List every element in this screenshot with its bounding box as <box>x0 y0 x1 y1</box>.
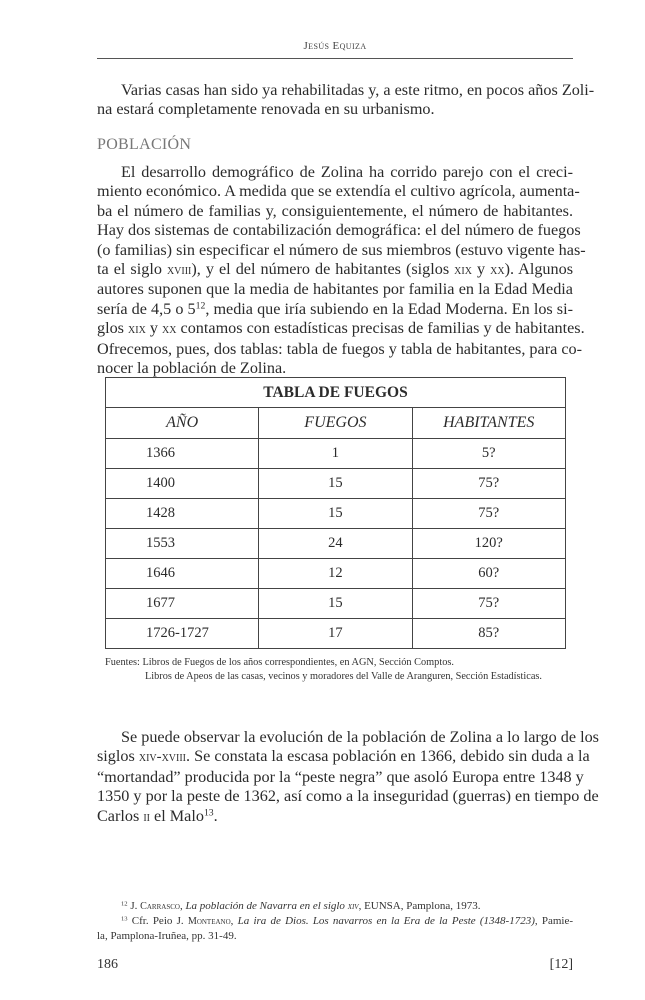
cell-fuegos: 12 <box>259 559 412 589</box>
paragraph-line <box>97 807 573 827</box>
century-numeral: xiv-xviii <box>138 749 187 766</box>
text-run: , <box>230 915 238 927</box>
text-run: J. <box>127 900 141 912</box>
cell-habitantes: 75? <box>412 469 565 499</box>
text-run: , media que iría subiendo en la Edad Moderna. En los si- <box>205 299 573 318</box>
footnote-number: 12 <box>121 900 128 908</box>
text-run: , Pamie- <box>534 915 573 927</box>
table-header-row <box>106 408 566 439</box>
cell-year: 1726-1727 <box>106 619 259 649</box>
cell-year: 1677 <box>106 589 259 619</box>
source-text: Libros de Fuegos de los años correspondientes, en AGN, Sección Comptos. <box>142 657 454 668</box>
cell-habitantes: 75? <box>412 589 565 619</box>
cell-habitantes: 5? <box>412 439 565 469</box>
text-run: . Se constata la escasa población en 1366, debido sin duda a la <box>186 747 590 766</box>
table-row <box>106 589 566 619</box>
author-name: Carrasco <box>140 901 180 912</box>
footnotes <box>97 899 573 943</box>
column-header-fuegos: FUEGOS <box>259 408 412 439</box>
header-rule <box>97 58 573 59</box>
paragraph-line: ba el número de familias y, consiguientemente, el número de habitantes. <box>97 201 573 220</box>
source-line <box>105 656 575 670</box>
paragraph-line: miento económico. A medida que se extendía el cultivo agrícola, aumenta- <box>97 182 580 201</box>
cell-fuegos: 24 <box>259 529 412 559</box>
text-run: glos <box>97 319 129 338</box>
text-run: . <box>213 806 218 825</box>
century-numeral: xix <box>454 262 472 279</box>
cell-habitantes: 75? <box>412 499 565 529</box>
intro-line: na estará completamente renovada en su urbanismo. <box>97 100 435 119</box>
paragraph-line: Hay dos sistemas de contabilización demográfica: el del número de fuegos <box>97 221 581 240</box>
paragraph-line <box>97 260 573 280</box>
table-sources <box>105 656 575 684</box>
text-run: Cfr. Peio J. <box>127 915 188 927</box>
text-run: , EUNSA, Pamplona, 1973. <box>358 900 481 912</box>
table-row <box>106 469 566 499</box>
table-row <box>106 529 566 559</box>
text-run: y <box>471 260 491 279</box>
text-run: La población de Navarra en el siglo <box>185 900 348 912</box>
paragraph-line: autores suponen que la media de habitantes por familia en la Edad Media <box>97 280 573 299</box>
book-title <box>185 900 358 912</box>
section-title: POBLACIÓN <box>97 136 192 153</box>
text-run: siglos <box>97 747 139 766</box>
running-head: Jesús Equiza <box>303 40 367 52</box>
century-numeral: xx <box>490 262 505 279</box>
footnote-12 <box>97 899 573 914</box>
table-body <box>106 439 566 649</box>
page-reference: [12] <box>549 957 573 972</box>
text-run: ta el siglo <box>97 260 167 279</box>
cell-year: 1553 <box>106 529 259 559</box>
evolution-paragraph <box>97 728 599 827</box>
text-run: el Malo <box>149 806 204 825</box>
cell-fuegos: 15 <box>259 499 412 529</box>
cell-habitantes: 60? <box>412 559 565 589</box>
footnote-number: 13 <box>121 915 128 923</box>
paragraph-line <box>97 319 585 339</box>
cell-year: 1646 <box>106 559 259 589</box>
paragraph-line: Ofrecemos, pues, dos tablas: tabla de fuegos y tabla de habitantes, para co- <box>97 339 583 358</box>
text-run: y <box>145 319 163 338</box>
table-row <box>106 499 566 529</box>
footnote-ref-12[interactable]: 12 <box>195 300 206 312</box>
paragraph-line: El desarrollo demográfico de Zolina ha corrido parejo con el creci- <box>121 163 573 181</box>
table-row <box>106 559 566 589</box>
century-numeral: xviii <box>166 262 192 279</box>
paragraph-line: Se puede observar la evolución de la población de Zolina a lo largo de los <box>121 728 599 746</box>
text-run: sería de 4,5 o 5 <box>97 299 196 318</box>
paragraph-line: 1350 y por la peste de 1362, así como a la inseguridad (guerras) en tiempo de <box>97 787 599 806</box>
text-run: ). Algunos <box>504 260 574 279</box>
author-name: Monteano <box>187 916 231 927</box>
source-line: Libros de Apeos de las casas, vecinos y moradores del Valle de Aranguren, Sección Estadísticas. <box>145 671 542 682</box>
paragraph-line: “mortandad” producida por la “peste negra” que asoló Europa entre 1348 y <box>97 767 584 786</box>
book-title: La ira de Dios. Los navarros en la Era de la Peste (1348-1723) <box>237 915 535 927</box>
century-numeral: xx <box>162 321 177 338</box>
cell-fuegos: 15 <box>259 469 412 499</box>
cell-year: 1400 <box>106 469 259 499</box>
century-numeral: xiv <box>347 901 359 912</box>
column-header-year: AÑO <box>106 408 259 439</box>
population-paragraph <box>97 163 586 378</box>
cell-fuegos: 17 <box>259 619 412 649</box>
text-run: Carlos <box>97 806 144 825</box>
paragraph-line <box>97 747 590 767</box>
footnote-13-continued: la, Pamplona-Iruñea, pp. 31-49. <box>97 930 237 942</box>
paragraph-line: (o familias) sin especificar el número de sus miembros (estuvo vigente has- <box>97 240 586 259</box>
table-row <box>106 619 566 649</box>
footnote-ref-13[interactable]: 13 <box>203 807 214 819</box>
regnal-numeral: ii <box>143 808 150 825</box>
cell-fuegos: 15 <box>259 589 412 619</box>
cell-year: 1428 <box>106 499 259 529</box>
cell-year: 1366 <box>106 439 259 469</box>
fuegos-table <box>105 377 566 649</box>
table-title: TABLA DE FUEGOS <box>106 378 566 408</box>
cell-fuegos: 1 <box>259 439 412 469</box>
table-row <box>106 439 566 469</box>
text-run: ), y el del número de habitantes (siglos <box>191 260 455 279</box>
century-numeral: xix <box>128 321 146 338</box>
cell-habitantes: 120? <box>412 529 565 559</box>
paragraph-line: nocer la población de Zolina. <box>97 359 287 378</box>
text-run: , <box>179 900 186 912</box>
sources-label: Fuentes: <box>105 657 140 668</box>
page-number: 186 <box>97 957 118 972</box>
intro-line: Varias casas han sido ya rehabilitadas y, a este ritmo, en pocos años Zoli- <box>121 81 595 99</box>
paragraph-line <box>97 300 573 319</box>
intro-paragraph <box>97 81 595 120</box>
cell-habitantes: 85? <box>412 619 565 649</box>
text-run: contamos con estadísticas precisas de familias y de habitantes. <box>176 319 585 338</box>
footnote-13 <box>97 914 573 929</box>
column-header-habitantes: HABITANTES <box>412 408 565 439</box>
